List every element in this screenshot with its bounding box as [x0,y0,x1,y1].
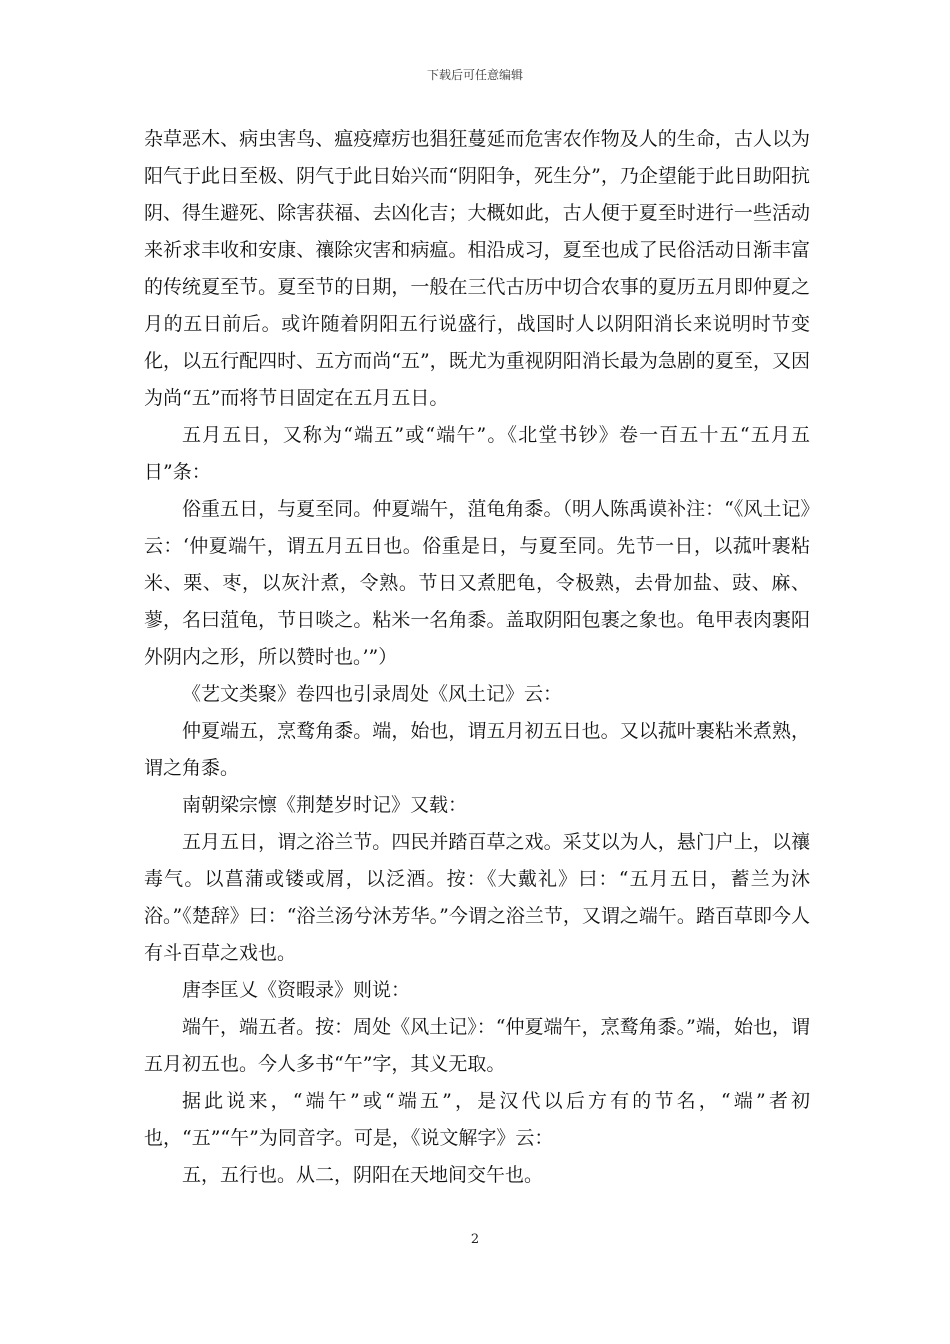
paragraph-11: 五，五行也。从二，阴阳在天地间交午也。 [182,1164,544,1186]
page-header: 下载后可任意编辑 [426,68,523,82]
paragraph-2: 五月五日，又称为“端五”或“端午”。《北堂书钞》卷一百五十五“五月五日”条： [144,424,810,483]
paragraph-3: 俗重五日，与夏至同。仲夏端午，菹龟角黍。（明人陈禹谟补注：“《风土记》云：‘仲夏端午，谓五月五日也。俗重是日，与夏至同。先节一日，以菰叶裹粘米、栗、枣，以灰汁煮，令熟。节日又煮肥龟，令极熟，去骨加盐、豉、麻、蓼，名曰菹龟，节日啖之。粘米一名角黍。盖取阴阳包裹之象也。龟甲表肉裹阳外阴内之形，所以赞时也。’”） [144,498,810,668]
paragraph-6: 南朝梁宗懔《荆楚岁时记》又载： [182,794,468,816]
document-body [144,121,810,1194]
paragraph-7: 五月五日，谓之浴兰节。四民并踏百草之戏。采艾以为人，悬门户上，以禳毒气。以菖蒲或镂或屑，以泛酒。按：《大戴礼》曰：“五月五日，蓄兰为沐浴。”《楚辞》曰：“浴兰汤兮沐芳华。”今谓之浴兰节，又谓之端午。踏百草即今人有斗百草之戏也。 [144,831,810,964]
paragraph-10: 据此说来，“端午”或“端五”，是汉代以后方有的节名，“端”者初也，“五”“午”为同音字。可是，《说文解字》云： [144,1090,810,1149]
paragraph-4: 《艺文类聚》卷四也引录周处《风土记》云： [182,683,563,705]
page-number: 2 [470,1232,480,1247]
paragraph-9: 端午，端五者。按：周处《风土记》：“仲夏端午，烹鹜角黍。”端，始也，谓五月初五也。今人多书“午”字，其义无取。 [144,1016,810,1075]
paragraph-8: 唐李匡乂《资暇录》则说： [182,979,411,1001]
paragraph-5: 仲夏端五，烹鹜角黍。端，始也，谓五月初五日也。又以菰叶裹粘米煮熟，谓之角黍。 [144,720,810,779]
paragraph-1: 杂草恶木、病虫害鸟、瘟疫瘴疠也猖狂蔓延而危害农作物及人的生命，古人以为阳气于此日至极、阴气于此日始兴而“阴阳争，死生分”，乃企望能于此日助阳抗阴、得生避死、除害获福、去凶化吉；大概如此，古人便于夏至时进行一些活动来祈求丰收和安康、禳除灾害和病瘟。相沿成习，夏至也成了民俗活动日渐丰富的传统夏至节。夏至节的日期，一般在三代古历中切合农事的夏历五月即仲夏之月的五日前后。或许随着阴阳五行说盛行，战国时人以阴阳消长来说明时节变化，以五行配四时、五方而尚“五”，既尤为重视阴阳消长最为急剧的夏至，又因为尚“五”而将节日固定在五月五日。 [144,128,810,409]
